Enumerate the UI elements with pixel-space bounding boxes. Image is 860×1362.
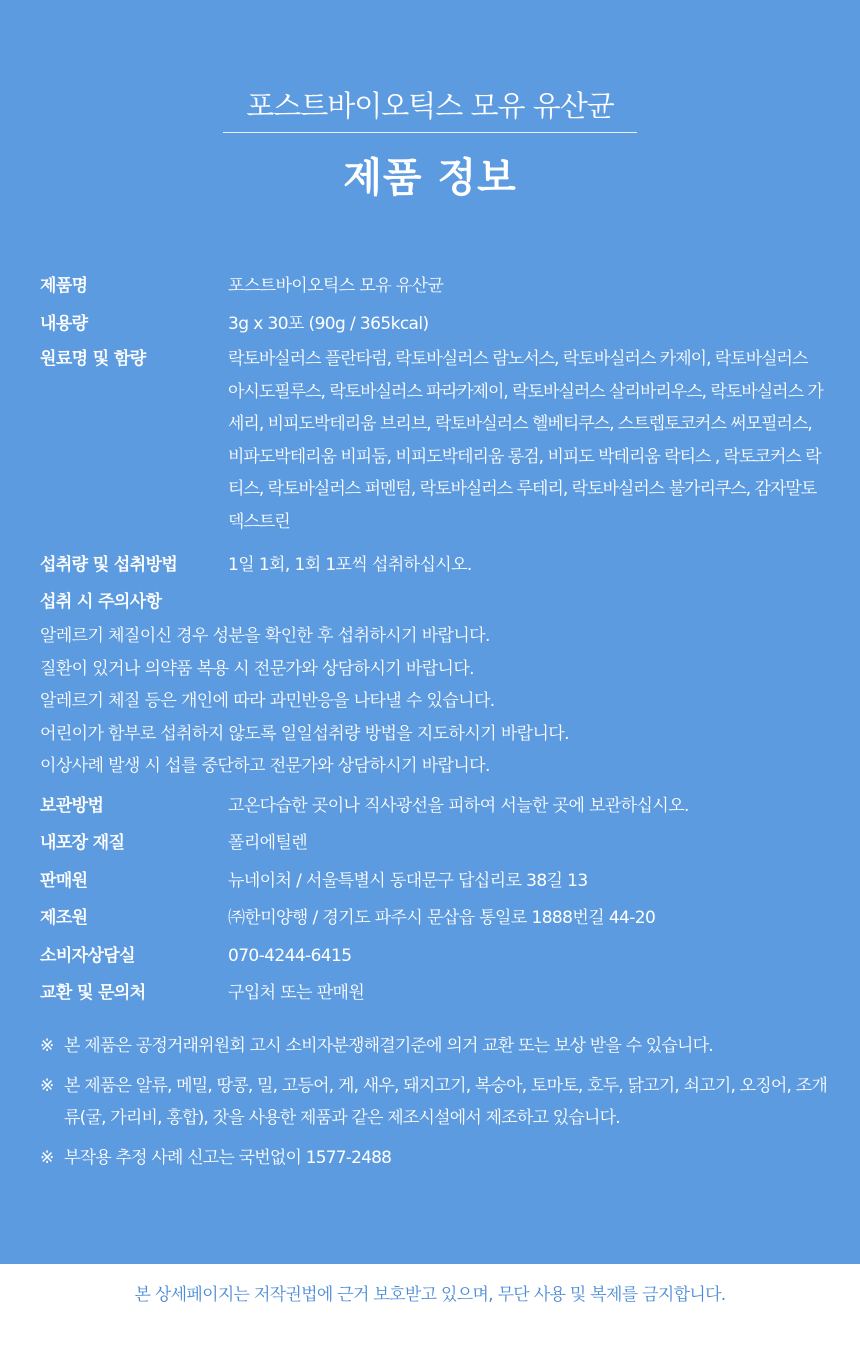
info-label: 섭취 시 주의사항 [40,592,162,612]
note-item [40,1070,830,1135]
note-item [40,1142,830,1175]
info-label: 소비자상담실 [40,946,135,966]
note-text: 본 제품은 알류, 메밀, 땅콩, 밀, 고등어, 게, 새우, 돼지고기, 복숭아, 토마토, 호두, 닭고기, 쇠고기, 오징어, 조개류(굴, 가리비, 홍합), 잣을 사용한 제품과 같은 제조시설에서 제조하고 있습니다. [64,1075,827,1128]
info-value: 포스트바이오틱스 모유 유산균 [228,276,444,296]
note-item [40,1030,830,1063]
caution-item: 이상사례 발생 시 섭를 중단하고 전문가와 상담하시기 바랍니다. [40,756,490,776]
caution-item: 알레르기 체질이신 경우 성분을 확인한 후 섭취하시기 바랍니다. [40,626,490,646]
info-value: 1일 1회, 1회 1포씩 섭취하십시오. [228,555,472,575]
info-label: 교환 및 문의처 [40,983,146,1003]
info-label: 제품명 [40,276,88,296]
info-value: 폴리에틸렌 [228,833,308,853]
info-label: 판매원 [40,871,88,891]
product-subtitle: 포스트바이오틱스 모유 유산균 [246,89,614,123]
title-divider [223,132,637,133]
info-value: 뉴네이처 / 서울특별시 동대문구 답십리로 38길 13 [228,871,588,891]
footer [0,1264,860,1362]
page-title: 제품 정보 [343,155,517,201]
note-text: 본 제품은 공정거래위원회 고시 소비자분쟁해결기준에 의거 교환 또는 보상 받을 수 있습니다. [64,1036,713,1056]
caution-item: 알레르기 체질 등은 개인에 따라 과민반응을 나타낼 수 있습니다. [40,691,495,711]
info-value: 070-4244-6415 [228,946,352,966]
reference-mark-icon: ※ [40,1075,54,1096]
info-value: 고온다습한 곳이나 직사광선을 피하여 서늘한 곳에 보관하십시오. [228,796,689,816]
reference-mark-icon: ※ [40,1036,54,1056]
info-value: 3g x 30포 (90g / 365kcal) [228,314,429,334]
caution-item: 어린이가 함부로 섭취하지 않도록 일일섭취량 방법을 지도하시기 바랍니다. [40,723,569,744]
info-label: 보관방법 [40,796,104,816]
info-label: 내포장 재질 [40,833,125,853]
caution-list [40,620,830,783]
copyright-notice: 본 상세페이지는 저작권법에 근거 보호받고 있으며, 무단 사용 및 복제를 금지합니다. [134,1285,726,1305]
info-label: 제조원 [40,908,88,928]
info-value: 구입처 또는 판매원 [228,983,365,1003]
reference-mark-icon: ※ [40,1147,54,1168]
info-label: 섭취량 및 섭취방법 [40,555,178,575]
caution-item: 질환이 있거나 의약품 복용 시 전문가와 상담하시기 바랍니다. [40,658,474,679]
notes-list [40,1030,830,1181]
info-value: ㈜한미양행 / 경기도 파주시 문삽읍 통일로 1888번길 44-20 [228,908,656,928]
info-label: 내용량 [40,314,88,334]
note-text: 부작용 추정 사례 신고는 국번없이 1577-2488 [64,1147,392,1168]
info-value: 락토바실러스 플란타럼, 락토바실러스 람노서스, 락토바실러스 카제이, 락토바실러스 아시도필루스, 락토바실러스 파라카제이, 락토바실러스 살리바리우스, 락토바실러스 가세리, 비피도박테리움 브리브, 락토바실러스 헬베티쿠스, 스트렙토코커스 써모필러스, 비파도박테리움 비피둠, 비피도박테리움 롱검, 비피도 박테리움 락티스 , 락토코커스 락티스, 락토바실러스 퍼멘텀, 락토바실러스 루테리, 락토바실러스 불가리쿠스, 감자말토덱스트린 [228,349,823,532]
info-label: 원료명 및 함량 [40,349,146,369]
